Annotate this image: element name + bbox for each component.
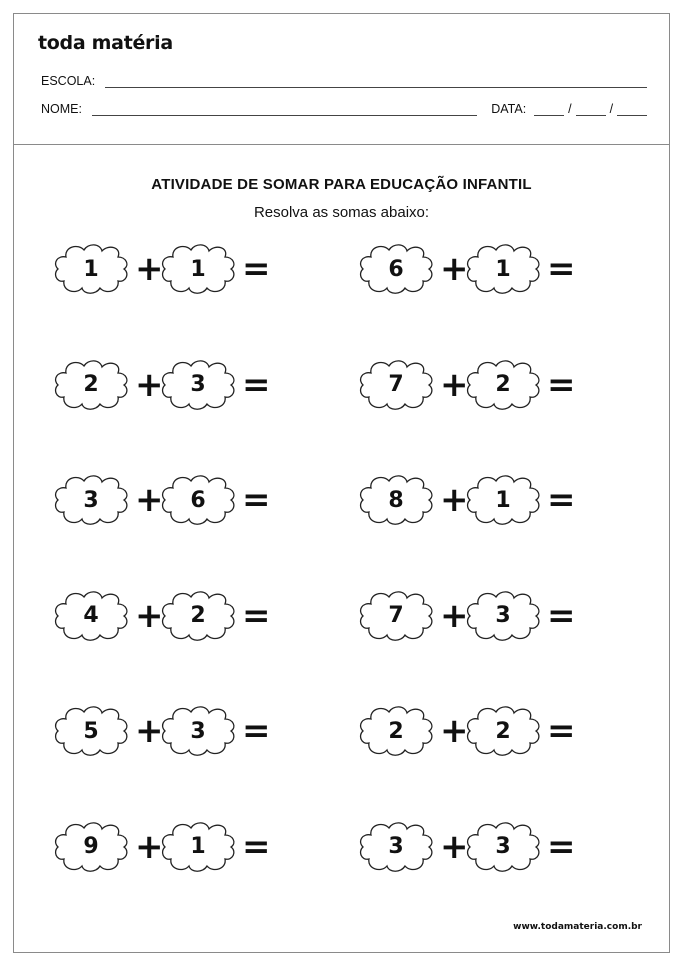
addend-number: 3	[495, 834, 511, 859]
equals-sign: =	[547, 595, 576, 636]
number-cloud	[464, 819, 542, 875]
addition-problem	[357, 357, 577, 413]
addition-problem	[357, 819, 577, 875]
plus-sign: +	[135, 249, 164, 289]
equals-sign: =	[547, 364, 576, 405]
addend-number: 1	[495, 487, 511, 513]
addend-number: 7	[388, 372, 404, 397]
number-cloud	[159, 588, 237, 644]
school-row	[41, 74, 647, 88]
number-cloud	[357, 703, 435, 759]
equals-sign: =	[242, 249, 271, 289]
plus-sign: +	[135, 595, 164, 636]
equals-sign: =	[547, 826, 576, 867]
number-cloud	[357, 241, 435, 297]
worksheet-header	[14, 14, 669, 145]
equals-sign: =	[547, 480, 576, 520]
addend-number: 2	[388, 718, 404, 744]
number-cloud	[52, 703, 130, 759]
number-cloud	[159, 819, 237, 875]
number-cloud	[357, 357, 435, 413]
school-label: ESCOLA:	[41, 74, 96, 88]
school-field[interactable]	[105, 75, 647, 88]
number-cloud	[357, 819, 435, 875]
plus-sign: +	[440, 595, 469, 636]
number-cloud	[52, 472, 130, 528]
brand-logo: toda matéria	[38, 32, 173, 54]
number-cloud	[464, 472, 542, 528]
addend-number: 7	[388, 603, 404, 628]
plus-sign: +	[440, 826, 469, 867]
plus-sign: +	[135, 711, 164, 751]
addend-number: 3	[190, 372, 206, 397]
addend-number: 9	[83, 834, 99, 859]
number-cloud	[357, 472, 435, 528]
addend-number: 5	[83, 718, 99, 744]
number-cloud	[464, 241, 542, 297]
plus-sign: +	[440, 364, 469, 405]
number-cloud	[52, 588, 130, 644]
addend-number: 6	[388, 256, 404, 282]
number-cloud	[464, 588, 542, 644]
equals-sign: =	[242, 364, 271, 405]
date-day-field[interactable]	[534, 103, 564, 116]
number-cloud	[52, 819, 130, 875]
addend-number: 3	[83, 487, 99, 513]
addend-number: 2	[495, 372, 511, 397]
name-field[interactable]	[92, 103, 477, 116]
addition-problem	[357, 703, 577, 759]
addition-problem	[357, 241, 577, 297]
number-cloud	[159, 241, 237, 297]
addition-problem	[357, 472, 577, 528]
plus-sign: +	[440, 249, 469, 289]
addition-problem	[52, 357, 272, 413]
addend-number: 3	[495, 603, 511, 628]
page-title: ATIVIDADE DE SOMAR PARA EDUCAÇÃO INFANTIL	[151, 176, 532, 193]
number-cloud	[159, 357, 237, 413]
name-label: NOME:	[41, 102, 82, 116]
date-separator: /	[609, 102, 614, 116]
plus-sign: +	[440, 711, 469, 751]
number-cloud	[52, 357, 130, 413]
footer-url: www.todamateria.com.br	[513, 922, 642, 932]
addition-problem	[52, 241, 272, 297]
equals-sign: =	[242, 480, 271, 520]
equals-sign: =	[547, 249, 576, 289]
plus-sign: +	[135, 826, 164, 867]
addend-number: 2	[495, 718, 511, 744]
addend-number: 2	[190, 603, 206, 628]
addend-number: 4	[83, 603, 99, 628]
plus-sign: +	[135, 480, 164, 520]
equals-sign: =	[242, 595, 271, 636]
addend-number: 3	[190, 718, 206, 744]
addend-number: 2	[83, 372, 99, 397]
addition-problem	[52, 819, 272, 875]
worksheet	[13, 13, 670, 953]
addition-problem	[52, 472, 272, 528]
equals-sign: =	[242, 826, 271, 867]
number-cloud	[464, 703, 542, 759]
addend-number: 1	[190, 256, 206, 282]
addition-problem	[52, 588, 272, 644]
plus-sign: +	[440, 480, 469, 520]
equals-sign: =	[242, 711, 271, 751]
addend-number: 3	[388, 834, 404, 859]
date-separator: /	[568, 102, 572, 116]
addend-number: 1	[83, 256, 99, 282]
date-label: DATA:	[491, 102, 527, 116]
number-cloud	[464, 357, 542, 413]
addend-number: 8	[388, 487, 404, 513]
number-cloud	[357, 588, 435, 644]
addition-problem	[52, 703, 272, 759]
date-year-field[interactable]	[617, 103, 647, 116]
addition-problem	[357, 588, 577, 644]
addend-number: 6	[190, 487, 206, 513]
number-cloud	[159, 703, 237, 759]
plus-sign: +	[135, 364, 164, 405]
date-month-field[interactable]	[576, 103, 606, 116]
instructions: Resolva as somas abaixo:	[253, 204, 430, 221]
addend-number: 1	[495, 256, 511, 282]
addend-number: 1	[190, 834, 206, 859]
number-cloud	[159, 472, 237, 528]
name-row	[41, 102, 647, 116]
equals-sign: =	[547, 711, 576, 751]
number-cloud	[52, 241, 130, 297]
